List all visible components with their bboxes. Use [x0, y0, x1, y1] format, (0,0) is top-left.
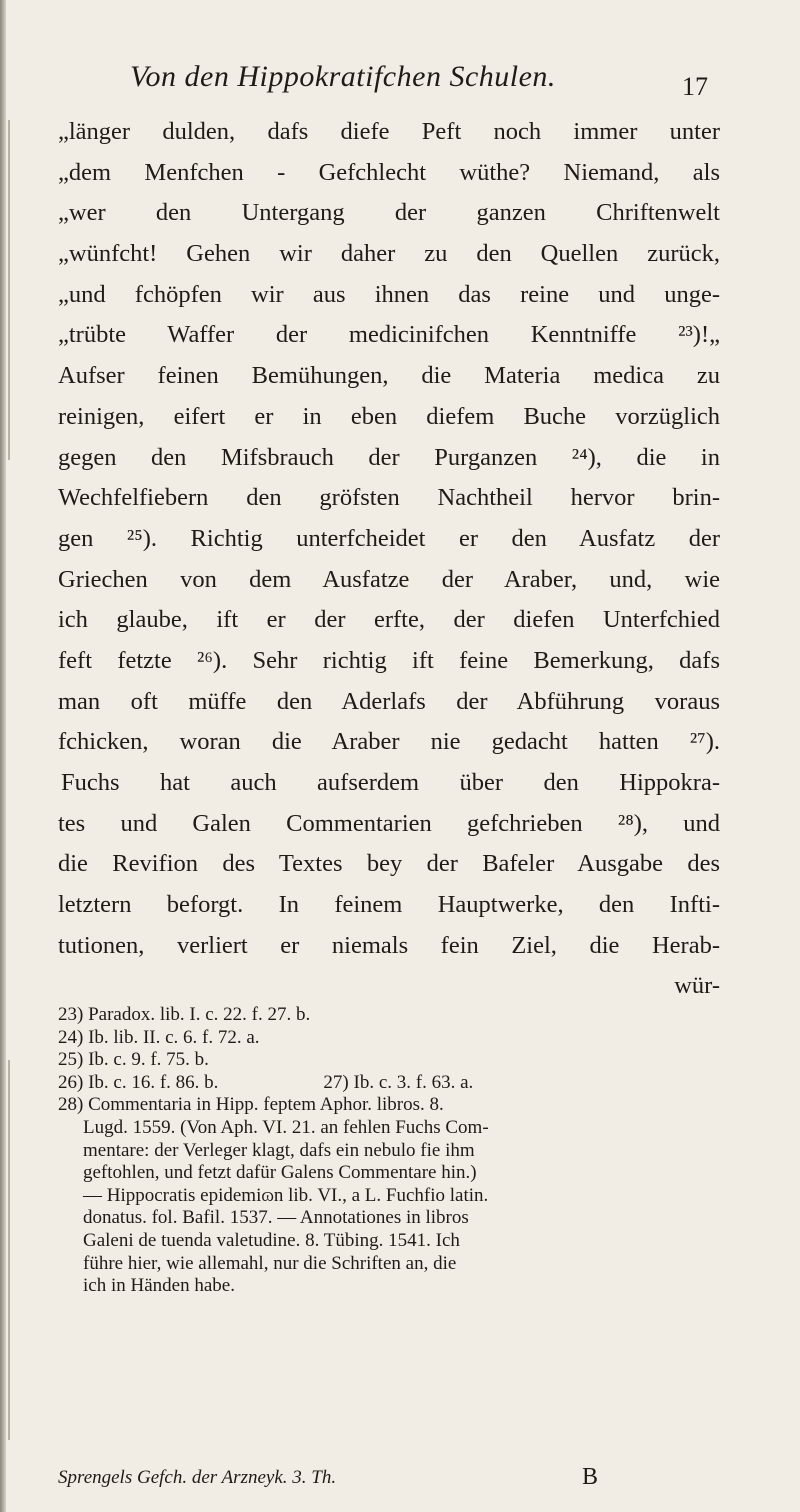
footnote-24: 24) Ib. lib. II. c. 6. f. 72. a.: [58, 1026, 260, 1048]
footnote-27: 27) Ib. c. 3. f. 63. a.: [323, 1071, 474, 1093]
footnote-23: 23) Paradox. lib. I. c. 22. f. 27. b.: [58, 1004, 311, 1025]
text-line: tutionen, verliert er niemals fein Ziel, die Herab-: [58, 931, 720, 959]
text-line: ich glaube, ift er der erfte, der diefen Unterfchied: [58, 606, 720, 634]
footnote-28-line: führe hier, wie allemahl, nur die Schriften an, die: [83, 1252, 457, 1274]
footnote-28-line: — Hippocratis epidemiɷn lib. VI., a L. Fuchfio latin.: [83, 1184, 489, 1206]
text-line: Aufser feinen Bemühungen, die Materia medica zu: [58, 362, 720, 390]
text-line: Wechfelfiebern den gröfsten Nachtheil hervor brin-: [58, 484, 720, 512]
text-line: „trübte Waffer der medicinifchen Kenntniffe ²³)!„: [58, 321, 720, 349]
text-line: man oft müffe den Aderlafs der Abführung voraus: [58, 687, 720, 715]
footnote-28-line: donatus. fol. Bafil. 1537. — Annotationes in libros: [83, 1207, 469, 1229]
body-text: [58, 112, 720, 1007]
footnote-28-line: ich in Händen habe.: [83, 1275, 235, 1297]
text-line: „und fchöpfen wir aus ihnen das reine und unge-: [58, 280, 720, 308]
text-line: gen ²⁵). Richtig unterfcheidet er den Ausfatz der: [58, 524, 720, 552]
text-line: gegen den Mifsbrauch der Purganzen ²⁴), die in: [58, 443, 720, 471]
footnote-28-line: Lugd. 1559. (Von Aph. VI. 21. an fehlen Fuchs Com-: [83, 1116, 489, 1138]
text-line: „wer den Untergang der ganzen Chriftenwelt: [58, 199, 720, 227]
running-title: Von den Hippokratifchen Schulen.: [130, 60, 556, 93]
page-edge-shadow: [0, 0, 6, 1512]
text-line: Griechen von dem Ausfatze der Araber, und, wie: [58, 565, 720, 593]
footnote-28: 28) Commentaria in Hipp. feptem Aphor. libros. 8.: [58, 1094, 444, 1116]
page-number: 17: [682, 72, 708, 101]
text-line: reinigen, eifert er in eben diefem Buche vorzüglich: [58, 402, 720, 430]
margin-shadow-line: [8, 1060, 10, 1440]
text-line: „länger dulden, dafs diefe Peft noch immer unter: [58, 118, 720, 145]
signature-line: Sprengels Gefch. der Arzneyk. 3. Th.: [58, 1467, 337, 1488]
text-line: fchicken, woran die Araber nie gedacht hatten ²⁷).: [58, 728, 720, 756]
text-line: letztern beforgt. In feinem Hauptwerke, den Infti-: [58, 891, 720, 919]
footnote-25: 25) Ib. c. 9. f. 75. b.: [58, 1049, 209, 1071]
footnote-row: [58, 1072, 726, 1095]
footnotes: [58, 1004, 726, 1298]
text-line: tes und Galen Commentarien gefchrieben ²⁸), und: [58, 809, 720, 837]
text-line: „wünfcht! Gehen wir daher zu den Quellen zurück,: [58, 240, 720, 268]
margin-shadow-line: [8, 120, 10, 460]
footnote-28-line: Galeni de tuenda valetudine. 8. Tübing. 1541. Ich: [83, 1229, 460, 1251]
footnote-28-line: geftohlen, und fetzt dafür Galens Commentare hin.): [83, 1162, 477, 1184]
text-line: Fuchs hat auch aufserdem über den Hippokra-: [61, 769, 720, 796]
catchword: wür-: [674, 972, 720, 1000]
footnote-26: 26) Ib. c. 16. f. 86. b.: [58, 1071, 219, 1093]
footnote-28-line: mentare: der Verleger klagt, dafs ein nebulo fie ihm: [83, 1139, 475, 1161]
text-line: die Revifion des Textes bey der Bafeler Ausgabe des: [58, 850, 720, 878]
signature-letter: B: [582, 1464, 599, 1490]
text-line: „dem Menfchen - Gefchlecht wüthe? Niemand, als: [58, 158, 720, 186]
text-line: feft fetzte ²⁶). Sehr richtig ift feine Bemerkung, dafs: [58, 646, 720, 674]
